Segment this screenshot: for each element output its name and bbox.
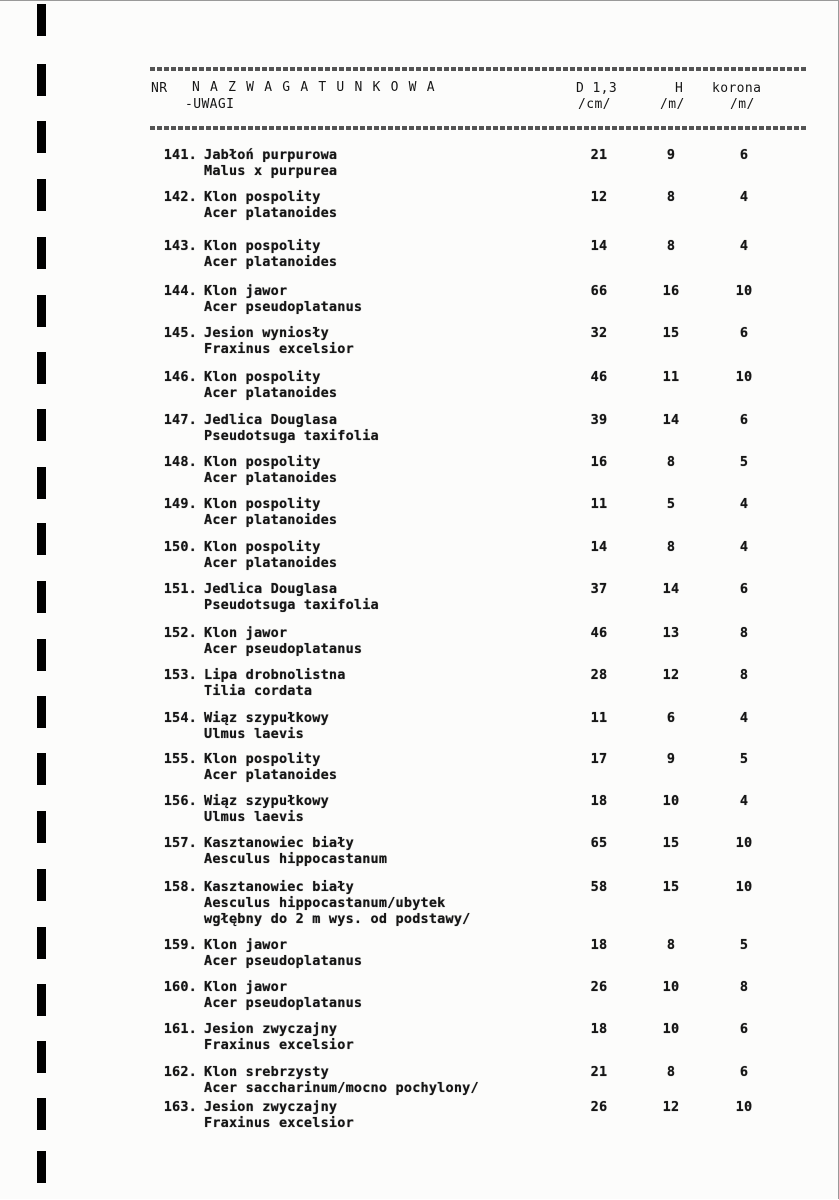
diameter-value: 37 [590, 581, 608, 597]
binding-mark [37, 409, 46, 441]
row-number: 157. [163, 835, 197, 851]
binding-mark [37, 4, 46, 36]
common-name: Wiąz szypułkowy [204, 793, 329, 809]
row-number: 160. [163, 979, 197, 995]
height-value: 15 [662, 879, 680, 895]
latin-name: Fraxinus excelsior [204, 1115, 354, 1131]
height-value: 14 [662, 581, 680, 597]
row-number: 151. [163, 581, 197, 597]
binding-mark [37, 581, 46, 613]
diameter-value: 21 [590, 1064, 608, 1080]
latin-name: Aesculus hippocastanum/ubytek [204, 895, 446, 911]
height-value: 10 [662, 979, 680, 995]
diameter-value: 46 [590, 369, 608, 385]
latin-name: Acer platanoides [204, 767, 338, 783]
diameter-value: 11 [590, 496, 608, 512]
row-number: 141. [163, 147, 197, 163]
height-value: 8 [666, 189, 676, 205]
height-value: 5 [666, 496, 676, 512]
binding-marks [37, 1, 47, 1200]
crown-value: 6 [739, 325, 749, 341]
binding-mark [37, 523, 46, 555]
binding-mark [37, 1041, 46, 1073]
height-value: 8 [666, 238, 676, 254]
binding-mark [37, 237, 46, 269]
header-d-label: D 1,3 [576, 81, 618, 96]
height-value: 9 [666, 147, 676, 163]
crown-value: 5 [739, 937, 749, 953]
common-name: Jedlica Douglasa [204, 581, 338, 597]
latin-name: Acer saccharinum/mocno pochylony/ [204, 1080, 479, 1096]
height-value: 11 [662, 369, 680, 385]
common-name: Jesion zwyczajny [204, 1099, 338, 1115]
common-name: Kasztanowiec biały [204, 835, 354, 851]
binding-mark [37, 811, 46, 843]
common-name: Klon pospolity [204, 369, 321, 385]
row-number: 149. [163, 496, 197, 512]
row-number: 152. [163, 625, 197, 641]
common-name: Klon jawor [204, 625, 288, 641]
latin-name: Acer platanoides [204, 470, 338, 486]
crown-value: 6 [739, 147, 749, 163]
crown-value: 5 [739, 751, 749, 767]
binding-mark [37, 121, 46, 153]
header-korona-unit: /m/ [730, 97, 755, 112]
height-value: 10 [662, 793, 680, 809]
common-name: Jesion zwyczajny [204, 1021, 338, 1037]
diameter-value: 12 [590, 189, 608, 205]
header-top-rule [150, 67, 806, 71]
height-value: 9 [666, 751, 676, 767]
crown-value: 10 [735, 879, 753, 895]
crown-value: 6 [739, 1064, 749, 1080]
binding-mark [37, 1151, 46, 1183]
diameter-value: 11 [590, 710, 608, 726]
diameter-value: 32 [590, 325, 608, 341]
binding-mark [37, 639, 46, 671]
latin-name: Pseudotsuga taxifolia [204, 428, 379, 444]
crown-value: 10 [735, 1099, 753, 1115]
latin-name: Acer platanoides [204, 555, 338, 571]
latin-name: Acer platanoides [204, 512, 338, 528]
crown-value: 4 [739, 496, 749, 512]
row-number: 143. [163, 238, 197, 254]
binding-mark [37, 753, 46, 785]
diameter-value: 26 [590, 979, 608, 995]
common-name: Klon pospolity [204, 189, 321, 205]
header-uwagi: -UWAGI [185, 97, 235, 112]
latin-name: Fraxinus excelsior [204, 341, 354, 357]
binding-mark [37, 295, 46, 327]
latin-name: Ulmus laevis [204, 726, 304, 742]
header-name: N A Z W A G A T U N K O W A [192, 80, 436, 95]
binding-mark [37, 467, 46, 499]
height-value: 8 [666, 1064, 676, 1080]
header-bottom-rule [150, 126, 806, 130]
latin-name: Acer pseudoplatanus [204, 995, 363, 1011]
common-name: Klon jawor [204, 937, 288, 953]
common-name: Jedlica Douglasa [204, 412, 338, 428]
latin-name: Aesculus hippocastanum [204, 851, 388, 867]
common-name: Kasztanowiec biały [204, 879, 354, 895]
common-name: Wiąz szypułkowy [204, 710, 329, 726]
height-value: 10 [662, 1021, 680, 1037]
common-name: Klon pospolity [204, 238, 321, 254]
crown-value: 6 [739, 581, 749, 597]
row-number: 161. [163, 1021, 197, 1037]
binding-mark [37, 352, 46, 384]
crown-value: 6 [739, 1021, 749, 1037]
crown-value: 4 [739, 238, 749, 254]
row-number: 147. [163, 412, 197, 428]
height-value: 14 [662, 412, 680, 428]
header-h-label: H [675, 81, 684, 96]
diameter-value: 58 [590, 879, 608, 895]
crown-value: 6 [739, 412, 749, 428]
header-nr: NR [151, 81, 168, 96]
crown-value: 4 [739, 793, 749, 809]
common-name: Lipa drobnolistna [204, 667, 346, 683]
diameter-value: 66 [590, 283, 608, 299]
binding-mark [37, 696, 46, 728]
row-number: 155. [163, 751, 197, 767]
diameter-value: 18 [590, 1021, 608, 1037]
binding-mark [37, 1098, 46, 1130]
latin-name: Malus x purpurea [204, 163, 338, 179]
crown-value: 5 [739, 454, 749, 470]
latin-name: Acer pseudoplatanus [204, 299, 363, 315]
latin-name: Tilia cordata [204, 683, 313, 699]
height-value: 16 [662, 283, 680, 299]
binding-mark [37, 64, 46, 96]
crown-value: 10 [735, 835, 753, 851]
row-number: 154. [163, 710, 197, 726]
header-korona-label: korona [712, 81, 762, 96]
remarks: wgłębny do 2 m wys. od podstawy/ [204, 911, 471, 927]
crown-value: 4 [739, 539, 749, 555]
common-name: Klon srebrzysty [204, 1064, 329, 1080]
diameter-value: 46 [590, 625, 608, 641]
row-number: 150. [163, 539, 197, 555]
binding-mark [37, 984, 46, 1016]
height-value: 12 [662, 1099, 680, 1115]
diameter-value: 28 [590, 667, 608, 683]
row-number: 145. [163, 325, 197, 341]
row-number: 158. [163, 879, 197, 895]
row-number: 159. [163, 937, 197, 953]
row-number: 144. [163, 283, 197, 299]
diameter-value: 18 [590, 793, 608, 809]
common-name: Klon pospolity [204, 751, 321, 767]
crown-value: 8 [739, 667, 749, 683]
row-number: 156. [163, 793, 197, 809]
binding-mark [37, 869, 46, 901]
common-name: Klon pospolity [204, 496, 321, 512]
diameter-value: 17 [590, 751, 608, 767]
latin-name: Acer pseudoplatanus [204, 953, 363, 969]
row-number: 163. [163, 1099, 197, 1115]
crown-value: 4 [739, 189, 749, 205]
diameter-value: 16 [590, 454, 608, 470]
crown-value: 4 [739, 710, 749, 726]
row-number: 153. [163, 667, 197, 683]
crown-value: 10 [735, 369, 753, 385]
height-value: 13 [662, 625, 680, 641]
latin-name: Ulmus laevis [204, 809, 304, 825]
binding-mark [37, 927, 46, 959]
height-value: 6 [666, 710, 676, 726]
row-number: 162. [163, 1064, 197, 1080]
latin-name: Acer platanoides [204, 254, 338, 270]
diameter-value: 65 [590, 835, 608, 851]
latin-name: Acer pseudoplatanus [204, 641, 363, 657]
height-value: 15 [662, 835, 680, 851]
latin-name: Fraxinus excelsior [204, 1037, 354, 1053]
height-value: 8 [666, 937, 676, 953]
common-name: Klon pospolity [204, 539, 321, 555]
binding-mark [37, 179, 46, 211]
crown-value: 8 [739, 979, 749, 995]
diameter-value: 21 [590, 147, 608, 163]
diameter-value: 18 [590, 937, 608, 953]
row-number: 148. [163, 454, 197, 470]
diameter-value: 39 [590, 412, 608, 428]
header-d-unit: /cm/ [578, 97, 611, 112]
header-h-unit: /m/ [660, 97, 685, 112]
latin-name: Acer platanoides [204, 385, 338, 401]
crown-value: 10 [735, 283, 753, 299]
height-value: 8 [666, 539, 676, 555]
diameter-value: 26 [590, 1099, 608, 1115]
latin-name: Pseudotsuga taxifolia [204, 597, 379, 613]
height-value: 12 [662, 667, 680, 683]
row-number: 146. [163, 369, 197, 385]
row-number: 142. [163, 189, 197, 205]
common-name: Klon jawor [204, 283, 288, 299]
common-name: Jesion wyniosły [204, 325, 329, 341]
common-name: Klon jawor [204, 979, 288, 995]
common-name: Jabłoń purpurowa [204, 147, 338, 163]
height-value: 8 [666, 454, 676, 470]
diameter-value: 14 [590, 539, 608, 555]
crown-value: 8 [739, 625, 749, 641]
latin-name: Acer platanoides [204, 205, 338, 221]
common-name: Klon pospolity [204, 454, 321, 470]
height-value: 15 [662, 325, 680, 341]
diameter-value: 14 [590, 238, 608, 254]
